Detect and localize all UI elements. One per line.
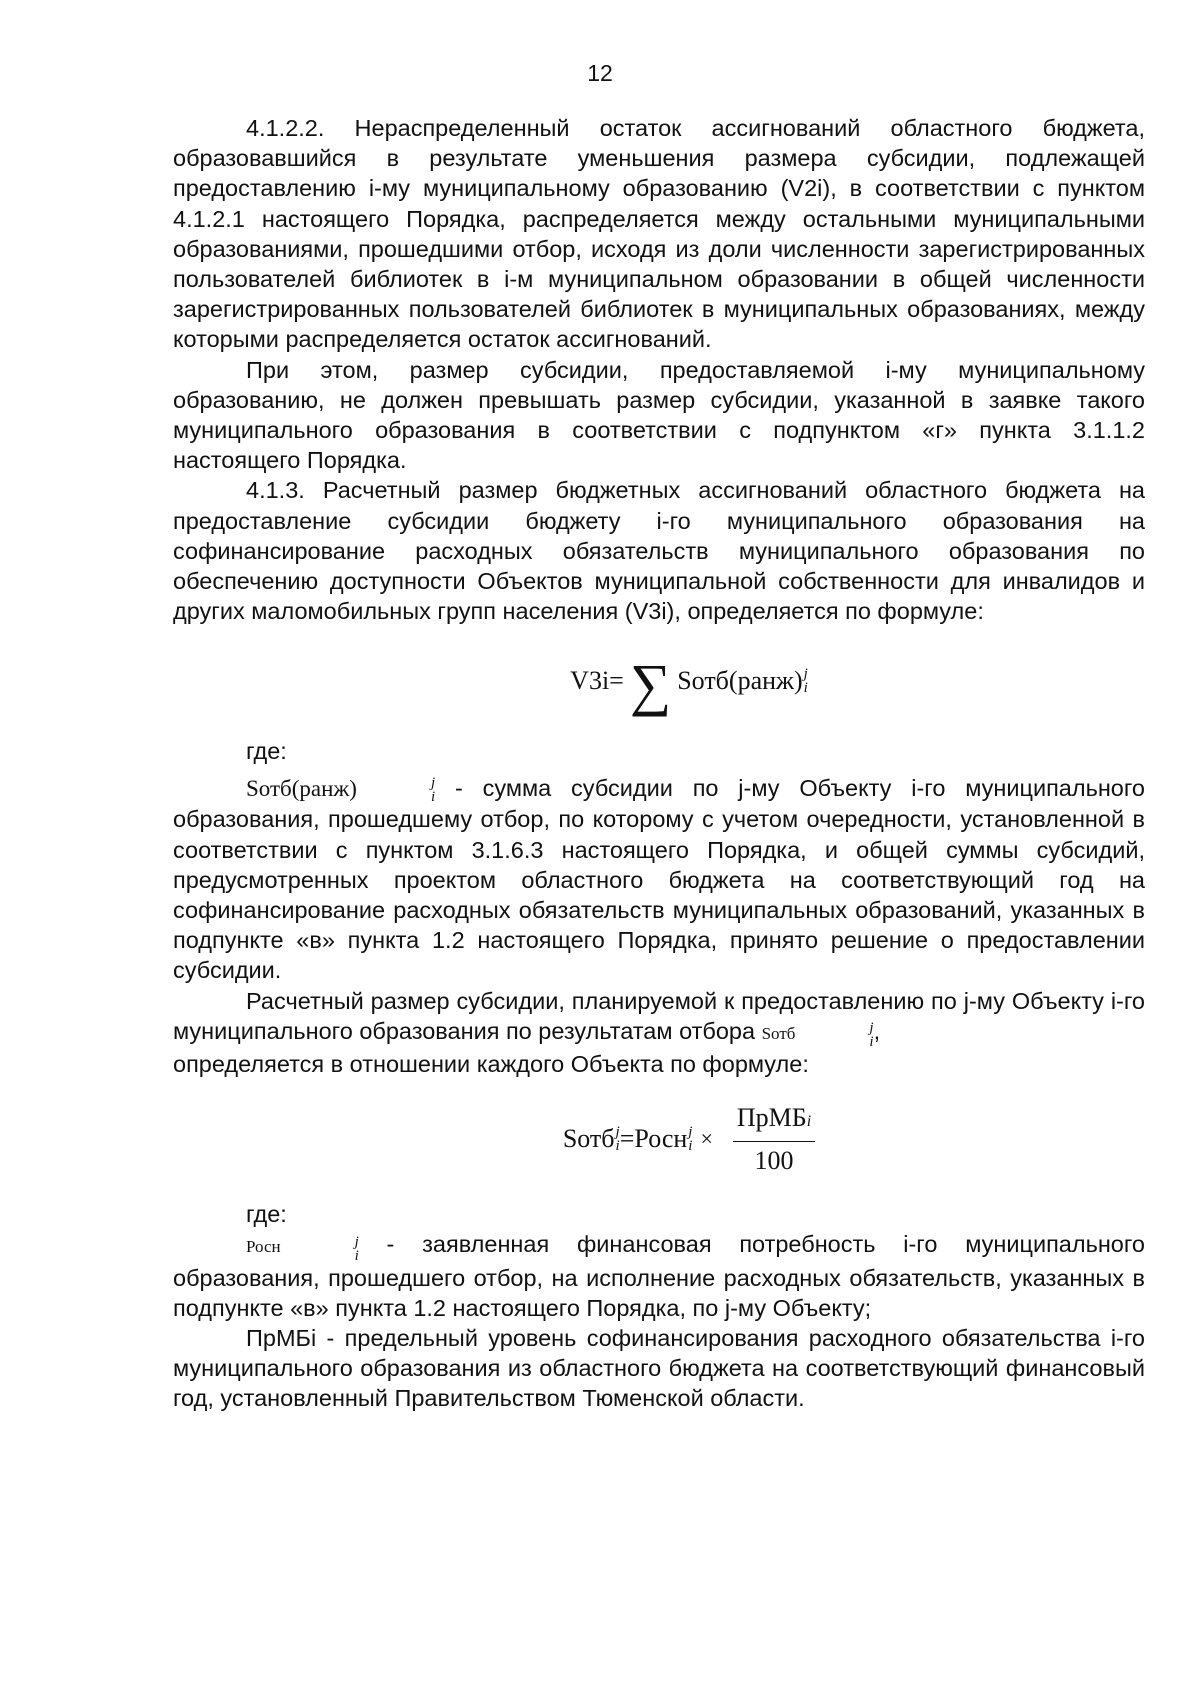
- paragraph-calculated-size-line2: определяется в отношении каждого Объекта по формуле:: [173, 1051, 809, 1077]
- definition-sotb-ranzh-text: - сумма субсидии по j-му Объекту i-го муниципального образования, прошедшему отбор, по которому с учетом очередности, установленной в соответствии с пунктом 3.1.6.3 настоящего Порядка, и общей суммы субсидий, предусмотренных проектом областного бюджета на соответствующий год на софинансирование расходных обязательств муниципальных образований, указанных в подпункте «в» пункта 1.2 настоящего Порядка, принято решение о предоставлении субсидии.: [173, 774, 1145, 984]
- numerator-base: ПрМБ: [736, 1102, 807, 1132]
- paragraph-4-1-2-2: 4.1.2.2. Нераспределенный остаток ассигнований областного бюджета, образовавшийся в результате уменьшения размера субсидии, подлежащей предоставлению i-му муниципальному образованию (V2i), в соответствии с пунктом 4.1.2.1 настоящего Порядка, распределяется между остальными муниципальными образованиями, прошедшими отбор, исходя из доли численности зарегистрированных пользователей библиотек в i-м муниципальном образовании в общей численности зарегистрированных пользователей библиотек в муниципальных образованиях, между которыми распределяется остаток ассигнований.: [173, 115, 1145, 353]
- formula-sotb-rosn-sub: i: [688, 1138, 693, 1155]
- page-number: 12: [587, 60, 613, 86]
- term-sotb-ranzh-base: Sотб(ранж): [246, 775, 357, 801]
- paragraph-calculated-size-comma: ,: [873, 1017, 881, 1044]
- formula-sotb-lhs: Sотб: [562, 1124, 615, 1154]
- term-sotb-indices: [796, 1021, 873, 1049]
- where-label-1: где:: [246, 738, 287, 765]
- term-sotb-sup: j: [869, 1019, 874, 1036]
- formula-sotb-lhs-sup: j: [615, 1124, 620, 1141]
- term-rosn-base: Росн: [246, 1237, 281, 1257]
- times-symbol: ×: [700, 1126, 713, 1152]
- sigma-symbol: ∑: [629, 652, 672, 718]
- term-rosn-sub: i: [354, 1247, 359, 1264]
- paragraph-4-1-3: 4.1.3. Расчетный размер бюджетных ассигнований областного бюджета на предоставление субсидии бюджету i-го муниципального образования на софинансирование расходных обязательств муниципального образования по обеспечению доступности Объектов муниципальной собственности для инвалидов и других маломобильных групп населения (V3i), определяется по формуле:: [173, 477, 1145, 625]
- paragraph-calculated-size-text: Расчетный размер субсидии, планируемой к предоставлению по j-му Объекту i-го муниципального образования по результатам отбора: [173, 987, 1145, 1044]
- definition-prmb: ПрМБi - предельный уровень софинансирования расходного обязательства i-го муниципального образования из областного бюджета на соответствующий финансовый год, установленный Правительством Тюменской области.: [173, 1325, 1145, 1412]
- definition-sotb-ranzh: [173, 773, 1145, 986]
- term-sotb-ranzh: [246, 775, 436, 806]
- term-rosn: [246, 1233, 359, 1264]
- term-sotb-sub: i: [869, 1033, 874, 1050]
- term-sotb-ranzh-indices: [358, 776, 435, 804]
- formula-v3i-lhs: V3i: [570, 666, 610, 696]
- fraction: [733, 1103, 815, 1176]
- numerator-sub: i: [806, 1112, 812, 1130]
- formula-sotb-rosn: Росн: [634, 1124, 688, 1154]
- term-sotb-ranzh-sub: i: [430, 789, 436, 806]
- fraction-numerator: [733, 1103, 815, 1142]
- formula-v3i-sub: i: [803, 680, 808, 697]
- formula-v3i-sup: j: [803, 666, 808, 683]
- paragraph-subsidy-limit: При этом, размер субсидии, предоставляемой i-му муниципальному образованию, не должен превышать размер субсидии, указанной в заявке такого муниципального образования в соответствии с подпунктом «г» пункта 3.1.1.2 настоящего Порядка.: [173, 356, 1145, 474]
- term-rosn-sup: j: [354, 1233, 359, 1250]
- definition-rosn: [173, 1229, 1145, 1323]
- document-body: [173, 113, 1145, 1414]
- formula-v3i-eq: =: [609, 666, 624, 696]
- formula-sotb-eq: =: [619, 1124, 635, 1154]
- formula-sotb-rosn-indices: [688, 1125, 692, 1153]
- formula-sotb: [173, 1079, 1145, 1199]
- formula-v3i-indices: [804, 667, 808, 695]
- formula-v3i: [173, 626, 1145, 736]
- fraction-denominator: 100: [754, 1145, 794, 1175]
- where-label-2: где:: [246, 1201, 287, 1228]
- term-sotb-base: Sотб: [761, 1023, 796, 1043]
- definition-rosn-text: - заявленная финансовая потребность i-го муниципального образования, прошедшего отбор, на исполнение расходных обязательств, указанных в подпункте «в» пункта 1.2 настоящего Порядка, по j-му Объекту;: [173, 1231, 1145, 1321]
- formula-sotb-lhs-sub: i: [615, 1138, 620, 1155]
- term-rosn-indices: [282, 1235, 359, 1263]
- formula-sotb-rosn-sup: j: [688, 1124, 693, 1141]
- paragraph-calculated-size: [173, 986, 1145, 1049]
- formula-v3i-term: Sотб(ранж): [677, 666, 803, 696]
- term-sotb-ranzh-sup: j: [430, 775, 436, 792]
- term-sotb: [761, 1019, 874, 1050]
